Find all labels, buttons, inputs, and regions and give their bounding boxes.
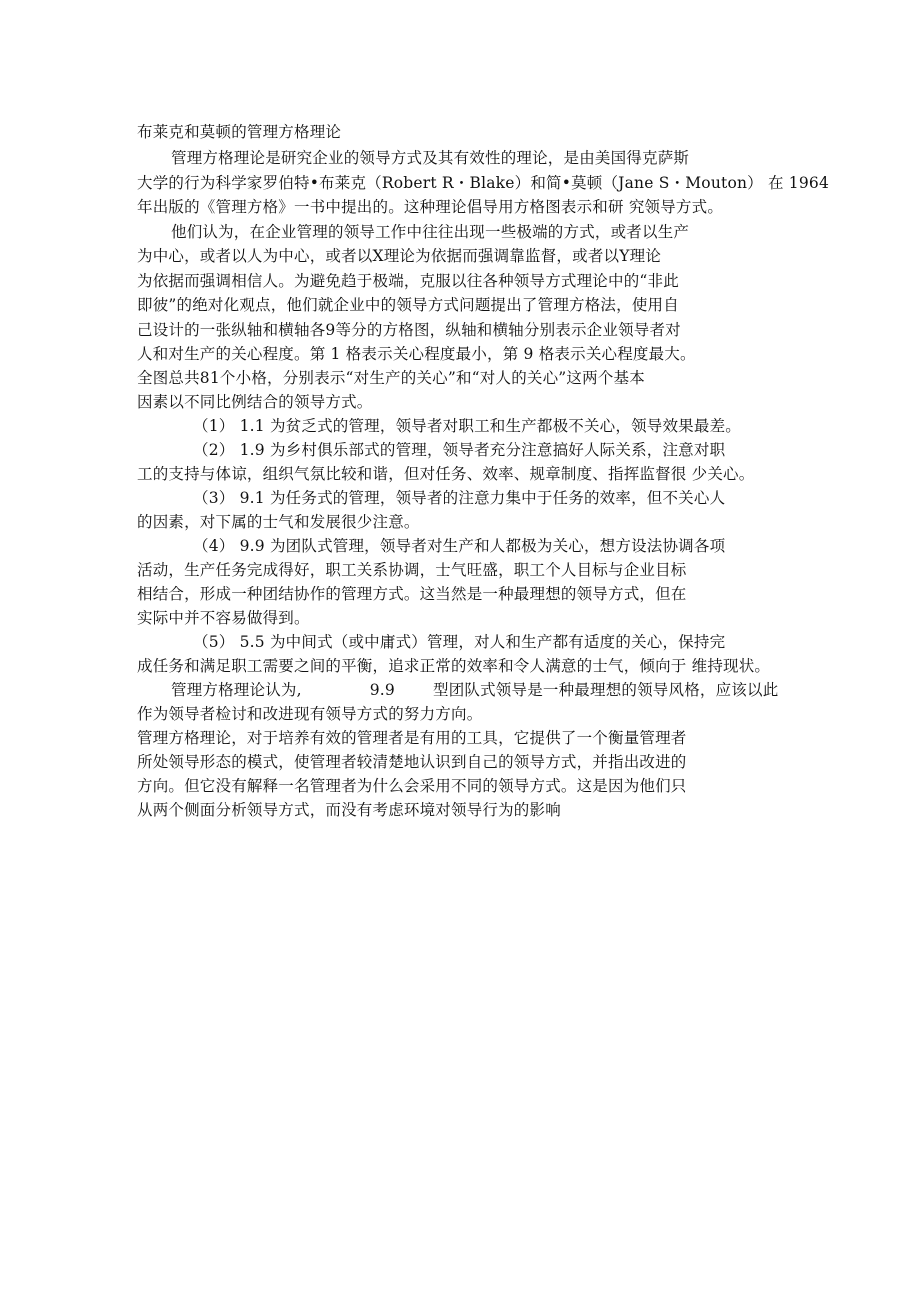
list-item-continuation: 工的支持与体谅，组织气氛比较和谐，但对任务、效率、规章制度、指挥监督很 少关心。	[137, 465, 755, 483]
list-item-continuation: 相结合，形成一种团结协作的管理方式。这当然是一种最理想的领导方式，但在	[137, 585, 687, 603]
list-item-continuation: 的因素，对下属的士气和发展很少注意。	[137, 513, 420, 531]
paragraph-line: 为中心，或者以人为中心，或者以X理论为依据而强调靠监督，或者以Y理论	[137, 247, 662, 265]
conclusion-tail: 型团队式领导是一种最理想的领导风格，应该以此	[433, 681, 779, 699]
paragraph-line: 管理方格理论，对于培养有效的管理者是有用的工具，它提供了一个衡量管理者	[137, 729, 687, 747]
paragraph-line: 己设计的一张纵轴和横轴各9等分的方格图，纵轴和横轴分别表示企业领导者对	[137, 321, 681, 339]
paragraph-line: 所处领导形态的模式，使管理者较清楚地认识到自己的领导方式，并指出改进的	[137, 753, 687, 771]
list-item: （2） 1.9 为乡村俱乐部式的管理，领导者充分注意搞好人际关系，注意对职	[193, 441, 726, 459]
paragraph-line: 他们认为，在企业管理的领导工作中往往出现一些极端的方式，或者以生产	[171, 223, 690, 241]
paragraph-line: 为依据而强调相信人。为避免趋于极端，克服以往各种领导方式理论中的“非此	[137, 272, 679, 290]
conclusion-grid-value: 9.9	[369, 681, 395, 699]
paragraph-line	[171, 678, 778, 702]
paragraph-line: 从两个侧面分析领导方式，而没有考虑环境对领导行为的影响	[137, 801, 561, 819]
paragraph-line: 人和对生产的关心程度。第 1 格表示关心程度最小，第 9 格表示关心程度最大。	[137, 345, 696, 363]
paragraph-line: 方向。但它没有解释一名管理者为什么会采用不同的领导方式。这是因为他们只	[137, 777, 687, 795]
paragraph-line: 全图总共81个小格，分别表示“对生产的关心”和“对人的关心”这两个基本	[137, 369, 645, 387]
list-item: （4） 9.9 为团队式管理，领导者对生产和人都极为关心，想方设法协调各项	[193, 537, 726, 555]
list-item-continuation: 实际中并不容易做得到。	[137, 609, 310, 627]
conclusion-lead: 管理方格理论认为,	[171, 681, 302, 699]
list-item: （3） 9.1 为任务式的管理，领导者的注意力集中于任务的效率，但不关心人	[193, 489, 726, 507]
list-item: （1） 1.1 为贫乏式的管理，领导者对职工和生产都极不关心，领导效果最差。	[193, 417, 741, 435]
paragraph-line: 作为领导者检讨和改进现有领导方式的努力方向。	[137, 705, 483, 723]
paragraph-line: 年出版的《管理方格》一书中提出的。这种理论倡导用方格图表示和研 究领导方式。	[137, 198, 724, 216]
list-item: （5） 5.5 为中间式（或中庸式）管理，对人和生产都有适度的关心，保持完	[193, 633, 726, 651]
paragraph-line: 即彼”的绝对化观点，他们就企业中的领导方式问题提出了管理方格法，使用自	[137, 296, 679, 314]
paragraph-line: 大学的行为科学家罗伯特•布莱克（Robert R・Blake）和简•莫顿（Jane S・Mouton） 在 1964	[137, 174, 830, 192]
paragraph-line: 管理方格理论是研究企业的领导方式及其有效性的理论，是由美国得克萨斯	[171, 149, 690, 167]
list-item-continuation: 活动，生产任务完成得好，职工关系协调，士气旺盛，职工个人目标与企业目标	[137, 561, 687, 579]
paragraph-line: 因素以不同比例结合的领导方式。	[137, 393, 373, 411]
list-item-continuation: 成任务和满足职工需要之间的平衡，追求正常的效率和令人满意的士气，倾向于 维持现状。	[137, 657, 771, 675]
document-title: 布莱克和莫顿的管理方格理论	[137, 123, 342, 141]
